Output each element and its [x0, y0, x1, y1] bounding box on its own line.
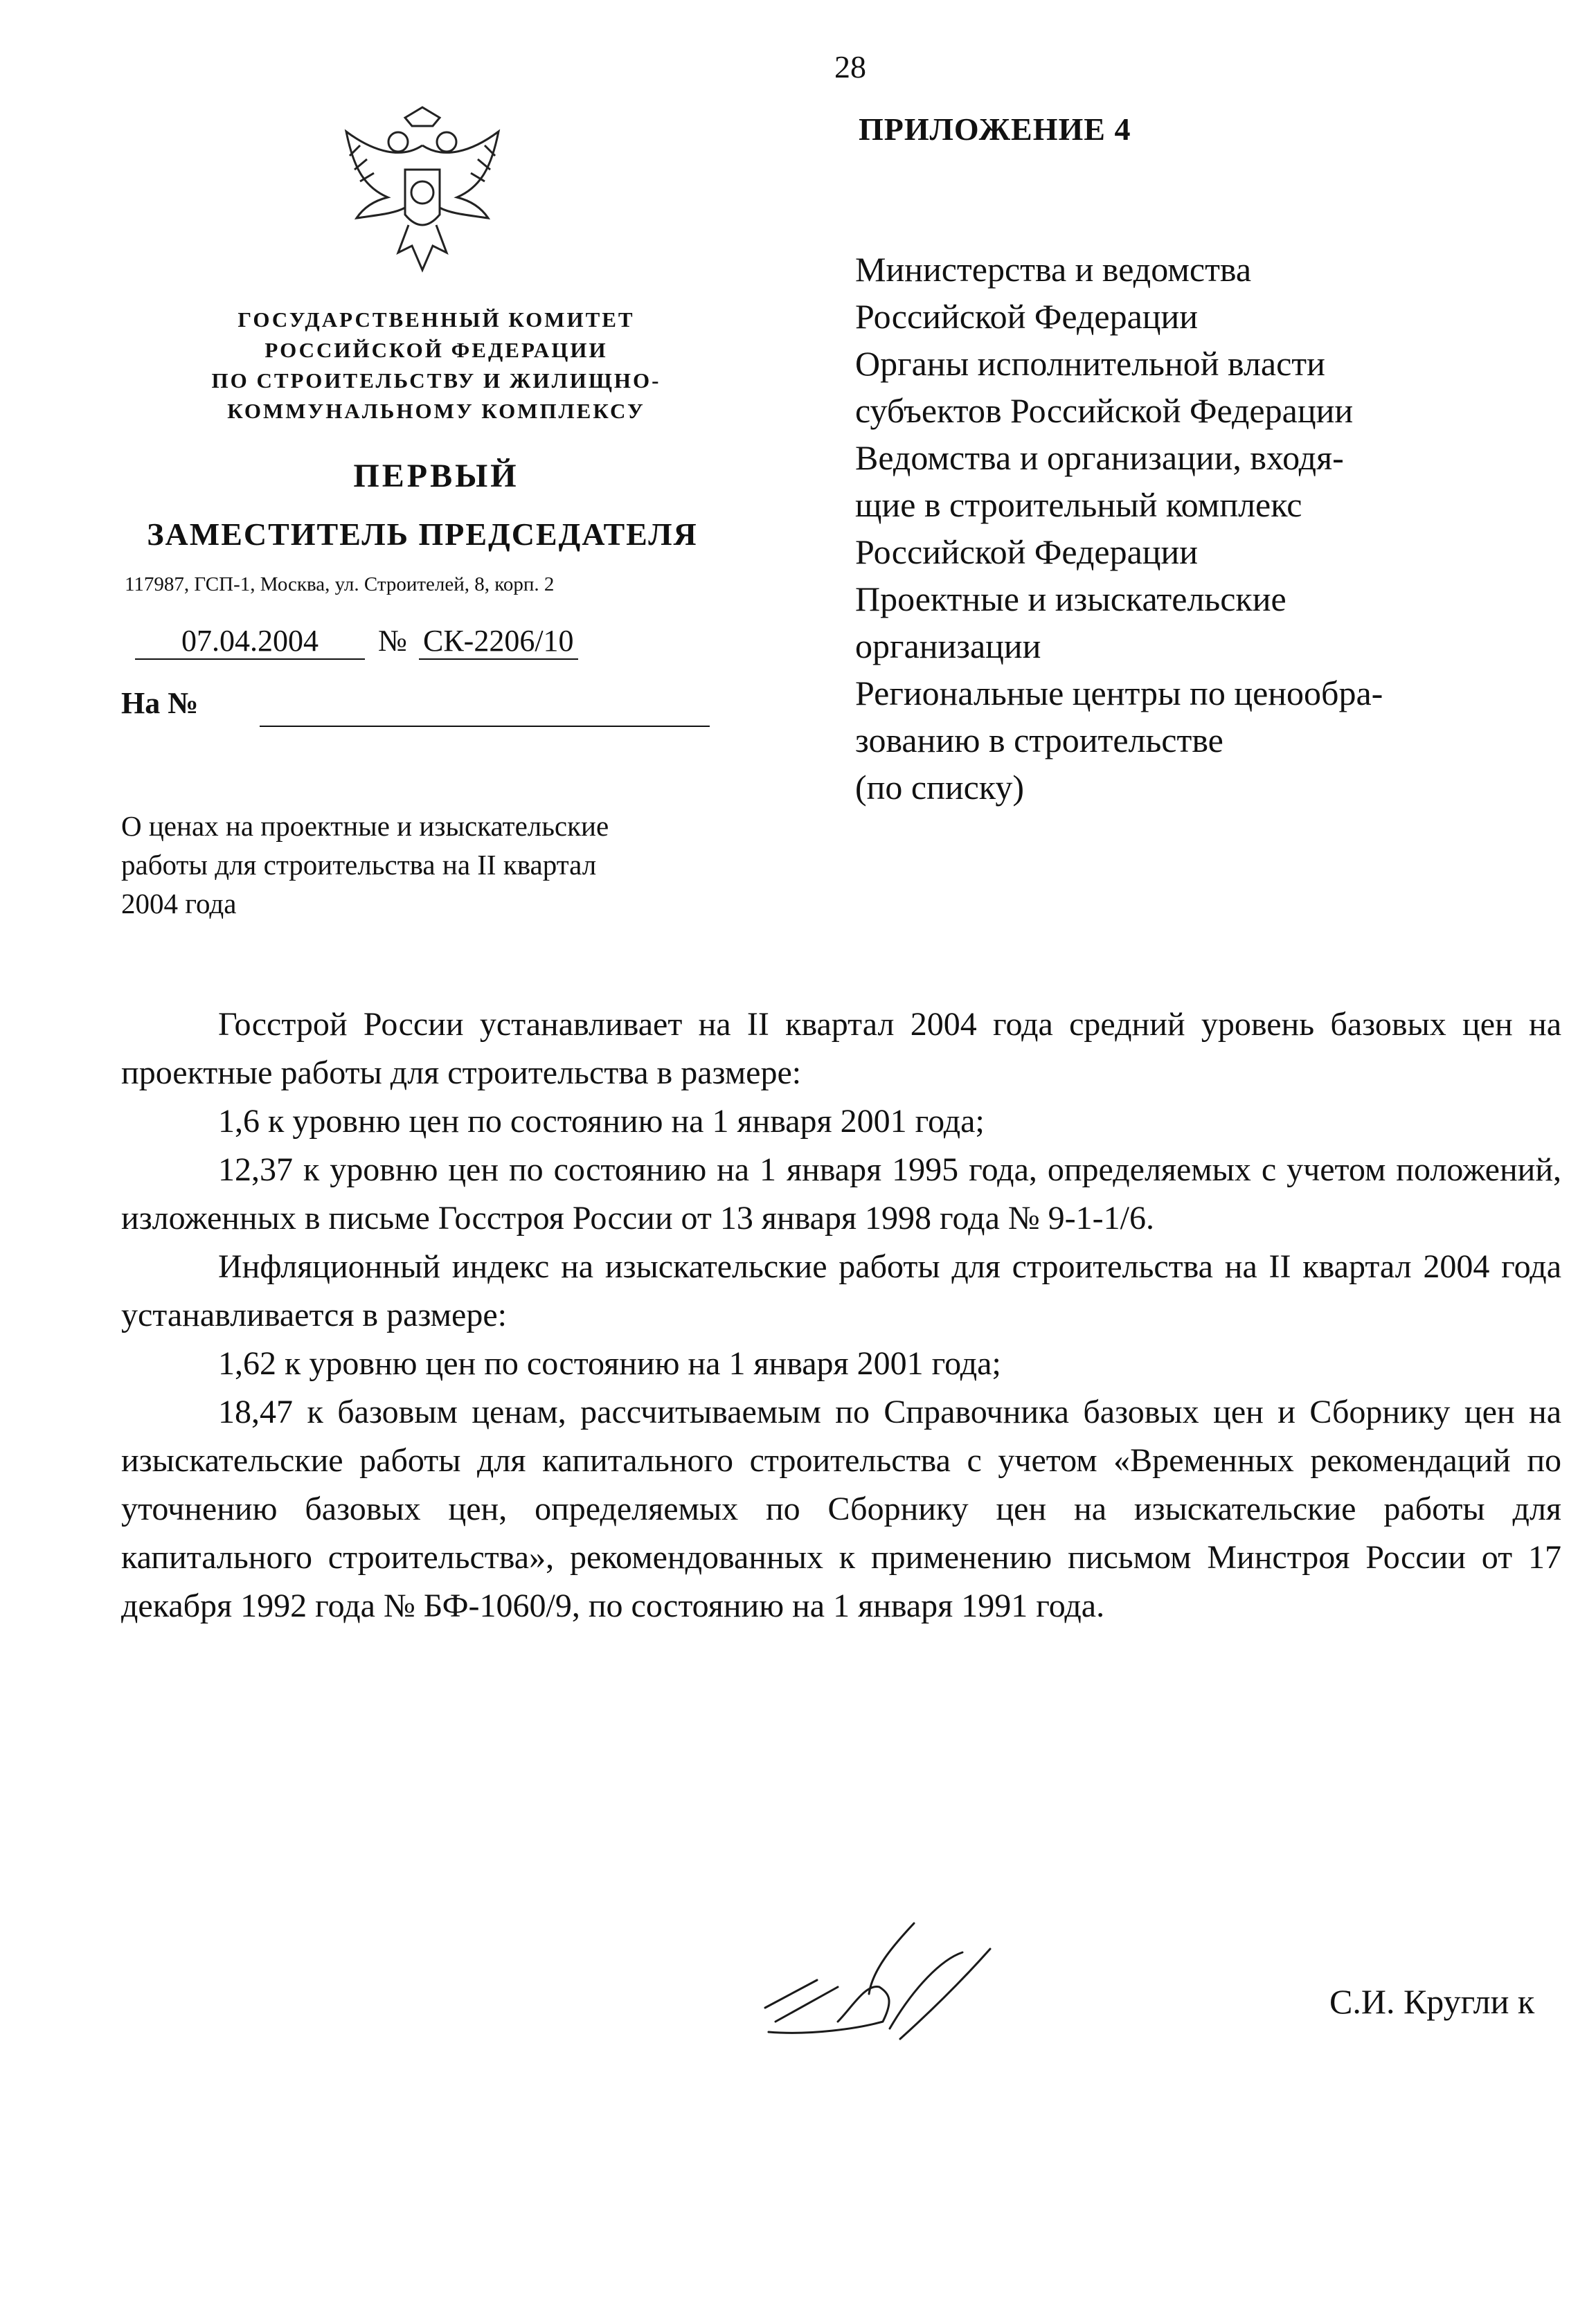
recipient-line: организации — [855, 627, 1041, 665]
russian-coat-of-arms-icon — [332, 104, 512, 284]
recipient-line: зованию в строительстве — [855, 721, 1223, 759]
position-title-line2: ЗАМЕСТИТЕЛЬ ПРЕДСЕДАТЕЛЯ — [147, 516, 698, 552]
appendix-heading: ПРИЛОЖЕНИЕ 4 — [859, 111, 1131, 147]
reply-reference-label: На № — [121, 686, 199, 720]
recipient-line: Региональные центры по ценообра- — [855, 674, 1383, 712]
committee-line: ПО СТРОИТЕЛЬСТВУ И ЖИЛИЩНО- — [211, 368, 661, 393]
subject-line: О ценах на проектные и изыскательские — [121, 810, 609, 842]
reply-reference-line — [260, 726, 710, 727]
subject-line: 2004 года — [121, 888, 237, 919]
body-paragraph: 1,62 к уровню цен по состоянию на 1 января 2001 года; — [218, 1345, 1001, 1382]
reference-number: СК-2206/10 — [419, 623, 578, 660]
recipient-line: Проектные и изыскательские — [855, 579, 1286, 618]
recipient-line: субъектов Российской Федерации — [855, 391, 1354, 430]
recipient-line: Органы исполнительной власти — [855, 344, 1325, 383]
body-paragraph: 1,6 к уровню цен по состоянию на 1 января 2001 года; — [218, 1103, 985, 1140]
reference-date: 07.04.2004 — [135, 623, 365, 660]
committee-line: ГОСУДАРСТВЕННЫЙ КОМИТЕТ — [237, 307, 635, 332]
committee-line: КОММУНАЛЬНОМУ КОМПЛЕКСУ — [227, 399, 645, 423]
page-number: 28 — [834, 49, 866, 84]
recipient-line: Министерства и ведомства — [855, 250, 1252, 289]
body-paragraph: Госстрой России устанавливает на II квартал 2004 года средний уровень базовых цен на проектные работы для строительства в размере: — [121, 1006, 1561, 1091]
body-paragraph: 12,37 к уровню цен по состоянию на 1 января 1995 года, определяемых с учетом положений, изложенных в письме Госстроя России от 13 января 1998 года № 9-1-1/6. — [121, 1151, 1561, 1237]
recipient-line: щие в строительный комплекс — [855, 485, 1302, 524]
committee-name — [159, 305, 713, 426]
reference-number-label: № — [378, 624, 407, 658]
body-paragraph: 18,47 к базовым ценам, рассчитываемым по Справочника базовых цен и Сборнику цен на изыскательские работы для капитального строительства с учетом «Временных рекомендаций по уточнению базовых цен, определяемых по Сборнику цен на изыскательские работы для капитального строительства», рекомендованных к применению письмом Минстроя России от 17 декабря 1992 года № БФ-1060/9, по состоянию на 1 января 1991 года. — [121, 1394, 1561, 1624]
recipient-line: (по списку) — [855, 768, 1025, 807]
reference-row — [135, 623, 578, 660]
recipient-line: Российской Федерации — [855, 532, 1199, 571]
committee-line: РОССИЙСКОЙ ФЕДЕРАЦИИ — [264, 338, 608, 362]
address: 117987, ГСП-1, Москва, ул. Строителей, 8, корп. 2 — [125, 573, 555, 595]
handwritten-signature-icon — [755, 1918, 1018, 2042]
recipient-line: Ведомства и организации, входя- — [855, 438, 1344, 477]
recipients-list — [855, 246, 1548, 811]
recipient-line: Российской Федерации — [855, 297, 1199, 336]
position-title-line1: ПЕРВЫЙ — [353, 458, 519, 494]
subject — [121, 807, 730, 923]
letter-body — [121, 1000, 1561, 1630]
subject-line: работы для строительства на II квартал — [121, 849, 597, 881]
body-paragraph: Инфляционный индекс на изыскательские работы для строительства на II квартал 2004 года устанавливается в размере: — [121, 1248, 1561, 1333]
signer-name: С.И. Кругли к — [1329, 1982, 1535, 2021]
